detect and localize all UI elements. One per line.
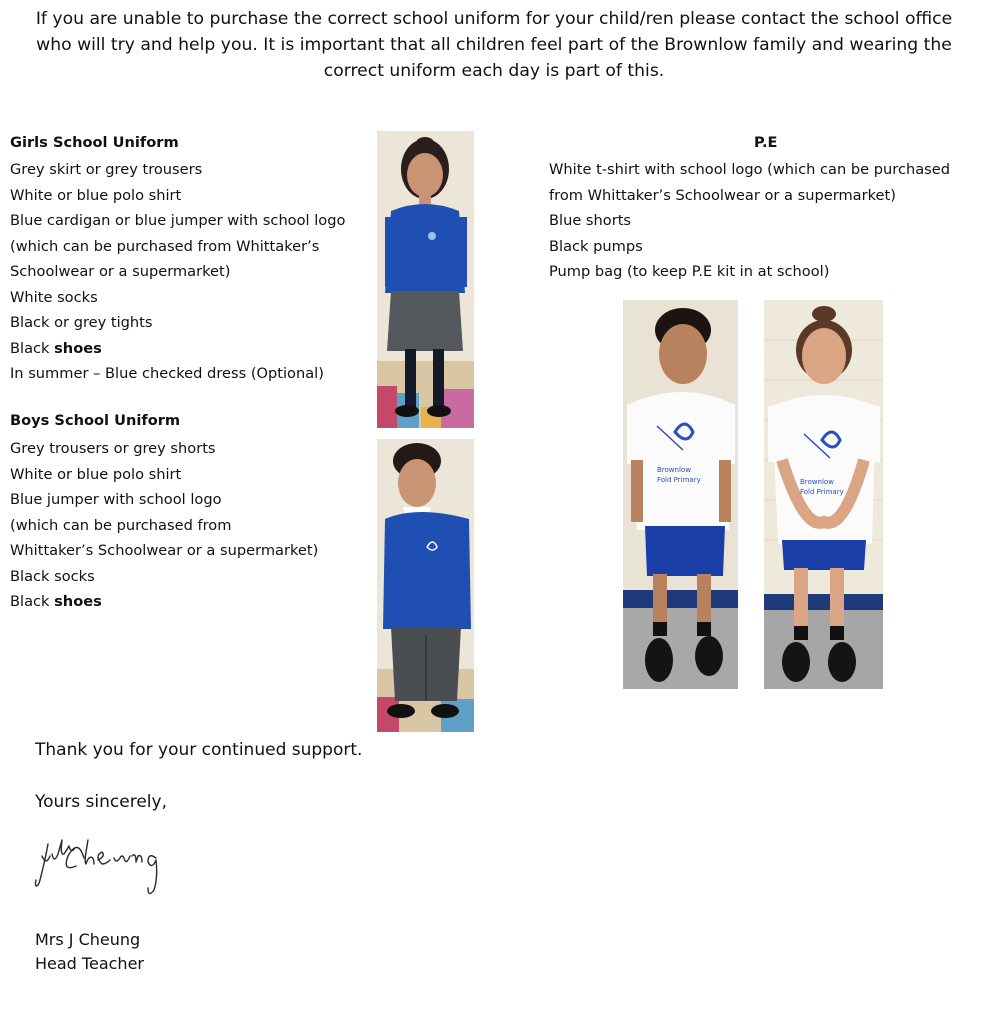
- list-item: (which can be purchased from Whittaker’s: [10, 237, 320, 255]
- list-item: White t-shirt with school logo (which can be purchased: [549, 161, 951, 178]
- list-item: White or blue polo shirt: [10, 186, 182, 204]
- girl-uniform-photo: [377, 131, 474, 428]
- list-item: Black socks: [10, 567, 95, 585]
- list-item: (which can be purchased from: [10, 516, 232, 534]
- list-item: Pump bag (to keep P.E kit in at school): [549, 263, 830, 280]
- list-item: Black pumps: [549, 237, 643, 255]
- list-item: Blue shorts: [549, 212, 632, 229]
- list-item: [10, 336, 345, 362]
- thanks-line: Thank you for your continued support.: [35, 740, 363, 760]
- girls-uniform-title: Girls School Uniform: [10, 134, 179, 151]
- list-item: White or blue polo shirt: [10, 465, 182, 483]
- boy-uniform-photo: [377, 439, 474, 732]
- list-item: Black or grey tights: [10, 314, 153, 331]
- intro-paragraph: If you are unable to purchase the correct school uniform for your child/ren please contact the school office who will try and help you. It is important that all children feel part of the Brownlow family and wearing the correct uniform each day is part of this.: [35, 9, 953, 81]
- list-item: Blue jumper with school logo: [10, 491, 222, 508]
- signer-block: [35, 928, 144, 976]
- pe-logo-text: Fold Primary: [800, 488, 844, 496]
- boys-uniform-title: Boys School Uniform: [10, 412, 181, 429]
- regards-line: Yours sincerely,: [35, 792, 167, 812]
- list-item: Grey trousers or grey shorts: [10, 440, 216, 457]
- pe-logo-text: Brownlow: [657, 466, 691, 474]
- list-item: Grey skirt or grey trousers: [10, 161, 203, 178]
- list-item: Blue cardigan or blue jumper with school logo: [10, 212, 346, 229]
- list-item: [10, 589, 318, 615]
- shoes-prefix: Black: [10, 339, 55, 357]
- pe-logo-text: Fold Primary: [657, 476, 701, 484]
- boy-pe-photo: [623, 300, 738, 689]
- signature-image: [34, 836, 204, 898]
- signer-name: Mrs J Cheung: [35, 930, 141, 949]
- pe-logo-text: Brownlow: [800, 478, 834, 486]
- girl-pe-photo: [764, 300, 883, 689]
- pe-list: [549, 157, 950, 285]
- boys-uniform-list: [10, 436, 318, 615]
- list-item: White socks: [10, 288, 98, 306]
- list-item: Schoolwear or a supermarket): [10, 263, 231, 280]
- shoes-bold: shoes: [54, 593, 102, 610]
- list-item: from Whittaker’s Schoolwear or a supermarket): [549, 186, 896, 204]
- shoes-prefix: Black: [10, 593, 55, 610]
- shoes-bold: shoes: [54, 339, 102, 357]
- pe-title: P.E: [754, 134, 778, 151]
- list-item: In summer – Blue checked dress (Optional): [10, 365, 324, 382]
- list-item: Whittaker’s Schoolwear or a supermarket): [10, 542, 319, 559]
- signer-role: Head Teacher: [35, 954, 144, 973]
- girls-uniform-list: [10, 157, 345, 387]
